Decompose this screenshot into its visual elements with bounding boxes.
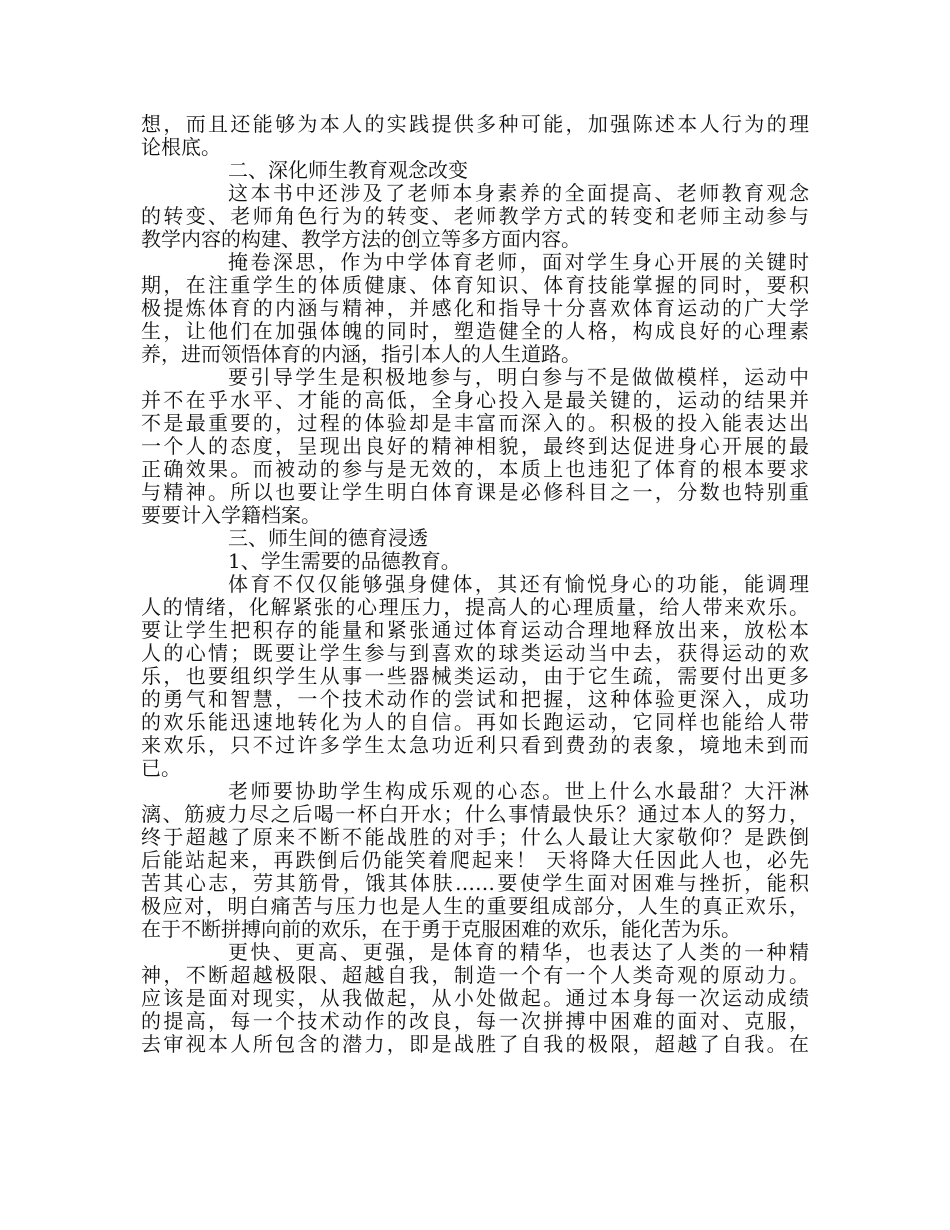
text-line: 极应对，明白痛苦与压力也是人生的重要组成部分，人生的真正欢乐， <box>141 894 809 918</box>
text-line: 后能站起来，再跌倒后仍能笑着爬起来！ 天将降大任因此人也，必先 <box>141 848 809 872</box>
text-line: 正确效果。而被动的参与是无效的，本质上也违犯了体育的根本要求 <box>141 457 809 481</box>
text-line: 期，在注重学生的体质健康、体育知识、体育技能掌握的同时，要积 <box>141 273 809 297</box>
text-line: 在于不断拼搏向前的欢乐，在于勇于克服困难的欢乐，能化苦为乐。 <box>141 917 741 941</box>
text-line: 要要计入学籍档案。 <box>141 503 321 527</box>
text-line: 教学内容的构建、教学方法的创立等多方面内容。 <box>141 227 581 251</box>
text-line: 苦其心志，劳其筋骨，饿其体肤……要使学生面对困难与挫折，能积 <box>141 871 809 895</box>
text-line: 不是最重要的，过程的体验却是丰富而深入的。积极的投入能表达出 <box>141 411 809 435</box>
text-line: 的转变、老师角色行为的转变、老师教学方式的转变和老师主动参与 <box>141 204 809 228</box>
text-line: 神，不断超越极限、超越自我，制造一个有一个人类奇观的原动力。 <box>141 963 809 987</box>
text-line: 终于超越了原来不断不能战胜的对手；什么人最让大家敬仰？是跌倒 <box>141 825 809 849</box>
text-line: 的提高，每一个技术动作的改良，每一次拼搏中困难的面对、克服， <box>141 1009 809 1033</box>
text-line: 论根底。 <box>141 135 221 159</box>
text-line: 一个人的态度，呈现出良好的精神相貌，最终到达促进身心开展的最 <box>141 434 809 458</box>
section-heading: 二、深化师生教育观念改变 <box>228 158 468 182</box>
document-body <box>141 113 809 1056</box>
section-heading: 三、师生间的德育浸透 <box>228 526 428 550</box>
text-line: 应该是面对现实，从我做起，从小处做起。通过本身每一次运动成绩 <box>141 986 809 1010</box>
text-line: 乐，也要组织学生从事一些器械类运动，由于它生疏，需要付出更多 <box>141 664 809 688</box>
text-line: 极提炼体育的内涵与精神，并感化和指导十分喜欢体育运动的广大学 <box>141 296 809 320</box>
text-line: 生，让他们在加强体魄的同时，塑造健全的人格，构成良好的心理素 <box>141 319 809 343</box>
paragraph-first-line: 老师要协助学生构成乐观的心态。世上什么水最甜？大汗淋 <box>228 779 809 803</box>
paragraph-first-line: 体育不仅仅能够强身健体，其还有愉悦身心的功能，能调理 <box>228 572 809 596</box>
text-line: 来欢乐，只不过许多学生太急功近利只看到费劲的表象，境地未到而 <box>141 733 809 757</box>
text-line: 的勇气和智慧，一个技术动作的尝试和把握，这种体验更深入，成功 <box>141 687 809 711</box>
text-line: 养，进而领悟体育的内涵，指引本人的人生道路。 <box>141 342 581 366</box>
paragraph-first-line: 掩卷深思，作为中学体育老师，面对学生身心开展的关键时 <box>228 250 809 274</box>
text-line: 人的心情；既要让学生参与到喜欢的球类运动当中去，获得运动的欢 <box>141 641 809 665</box>
text-line: 去审视本人所包含的潜力，即是战胜了自我的极限，超越了自我。在 <box>141 1032 809 1056</box>
text-line: 要让学生把积存的能量和紧张通过体育运动合理地释放出来，放松本 <box>141 618 809 642</box>
subsection-heading: 1、学生需要的品德教育。 <box>228 549 461 573</box>
text-line: 并不在乎水平、才能的高低，全身心投入是最关键的，运动的结果并 <box>141 388 809 412</box>
text-line: 与精神。所以也要让学生明白体育课是必修科目之一，分数也特别重 <box>141 480 809 504</box>
text-line: 人的情绪，化解紧张的心理压力，提高人的心理质量，给人带来欢乐。 <box>141 595 809 619</box>
text-line: 想，而且还能够为本人的实践提供多种可能，加强陈述本人行为的理 <box>141 112 809 136</box>
text-line: 的欢乐能迅速地转化为人的自信。再如长跑运动，它同样也能给人带 <box>141 710 809 734</box>
paragraph-first-line: 要引导学生是积极地参与，明白参与不是做做模样，运动中 <box>228 365 809 389</box>
text-line: 漓、筋疲力尽之后喝一杯白开水；什么事情最快乐？通过本人的努力， <box>141 802 809 826</box>
paragraph-first-line: 这本书中还涉及了老师本身素养的全面提高、老师教育观念 <box>228 181 809 205</box>
paragraph-first-line: 更快、更高、更强，是体育的精华，也表达了人类的一种精 <box>228 940 809 964</box>
text-line: 已。 <box>141 756 181 780</box>
